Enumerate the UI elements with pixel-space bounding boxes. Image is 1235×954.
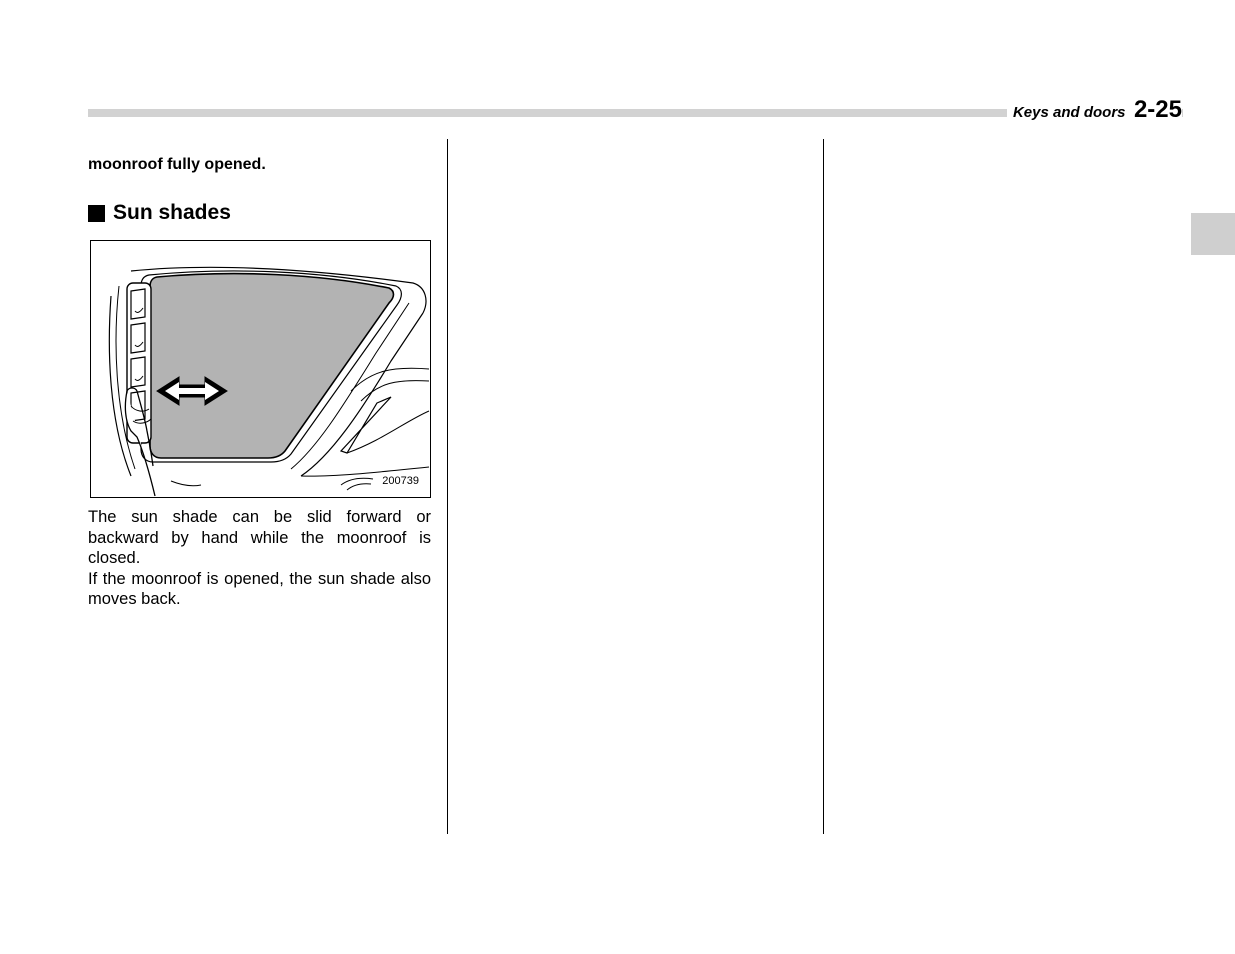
moonroof-sun-shade-drawing — [91, 241, 430, 497]
continued-text: moonroof fully opened. — [88, 156, 266, 173]
paragraph: The sun shade can be slid forward or backward by hand while the moonroof is closed. — [88, 508, 431, 567]
running-header — [1007, 96, 1182, 124]
column-divider-2 — [823, 139, 824, 834]
chapter-side-tab — [1191, 213, 1235, 255]
paragraph: If the moonroof is opened, the sun shade also moves back. — [88, 569, 431, 608]
body-text — [88, 507, 431, 610]
page-number: 2-25 — [1133, 96, 1182, 123]
section-heading — [88, 200, 431, 226]
section-title: Keys and doors — [1012, 104, 1126, 121]
column-divider-1 — [447, 139, 448, 834]
left-column — [88, 155, 431, 608]
sun-shade-illustration — [90, 240, 431, 498]
square-bullet-icon — [88, 205, 105, 222]
section-heading-text: Sun shades — [113, 201, 231, 224]
figure-id: 200739 — [382, 475, 419, 487]
